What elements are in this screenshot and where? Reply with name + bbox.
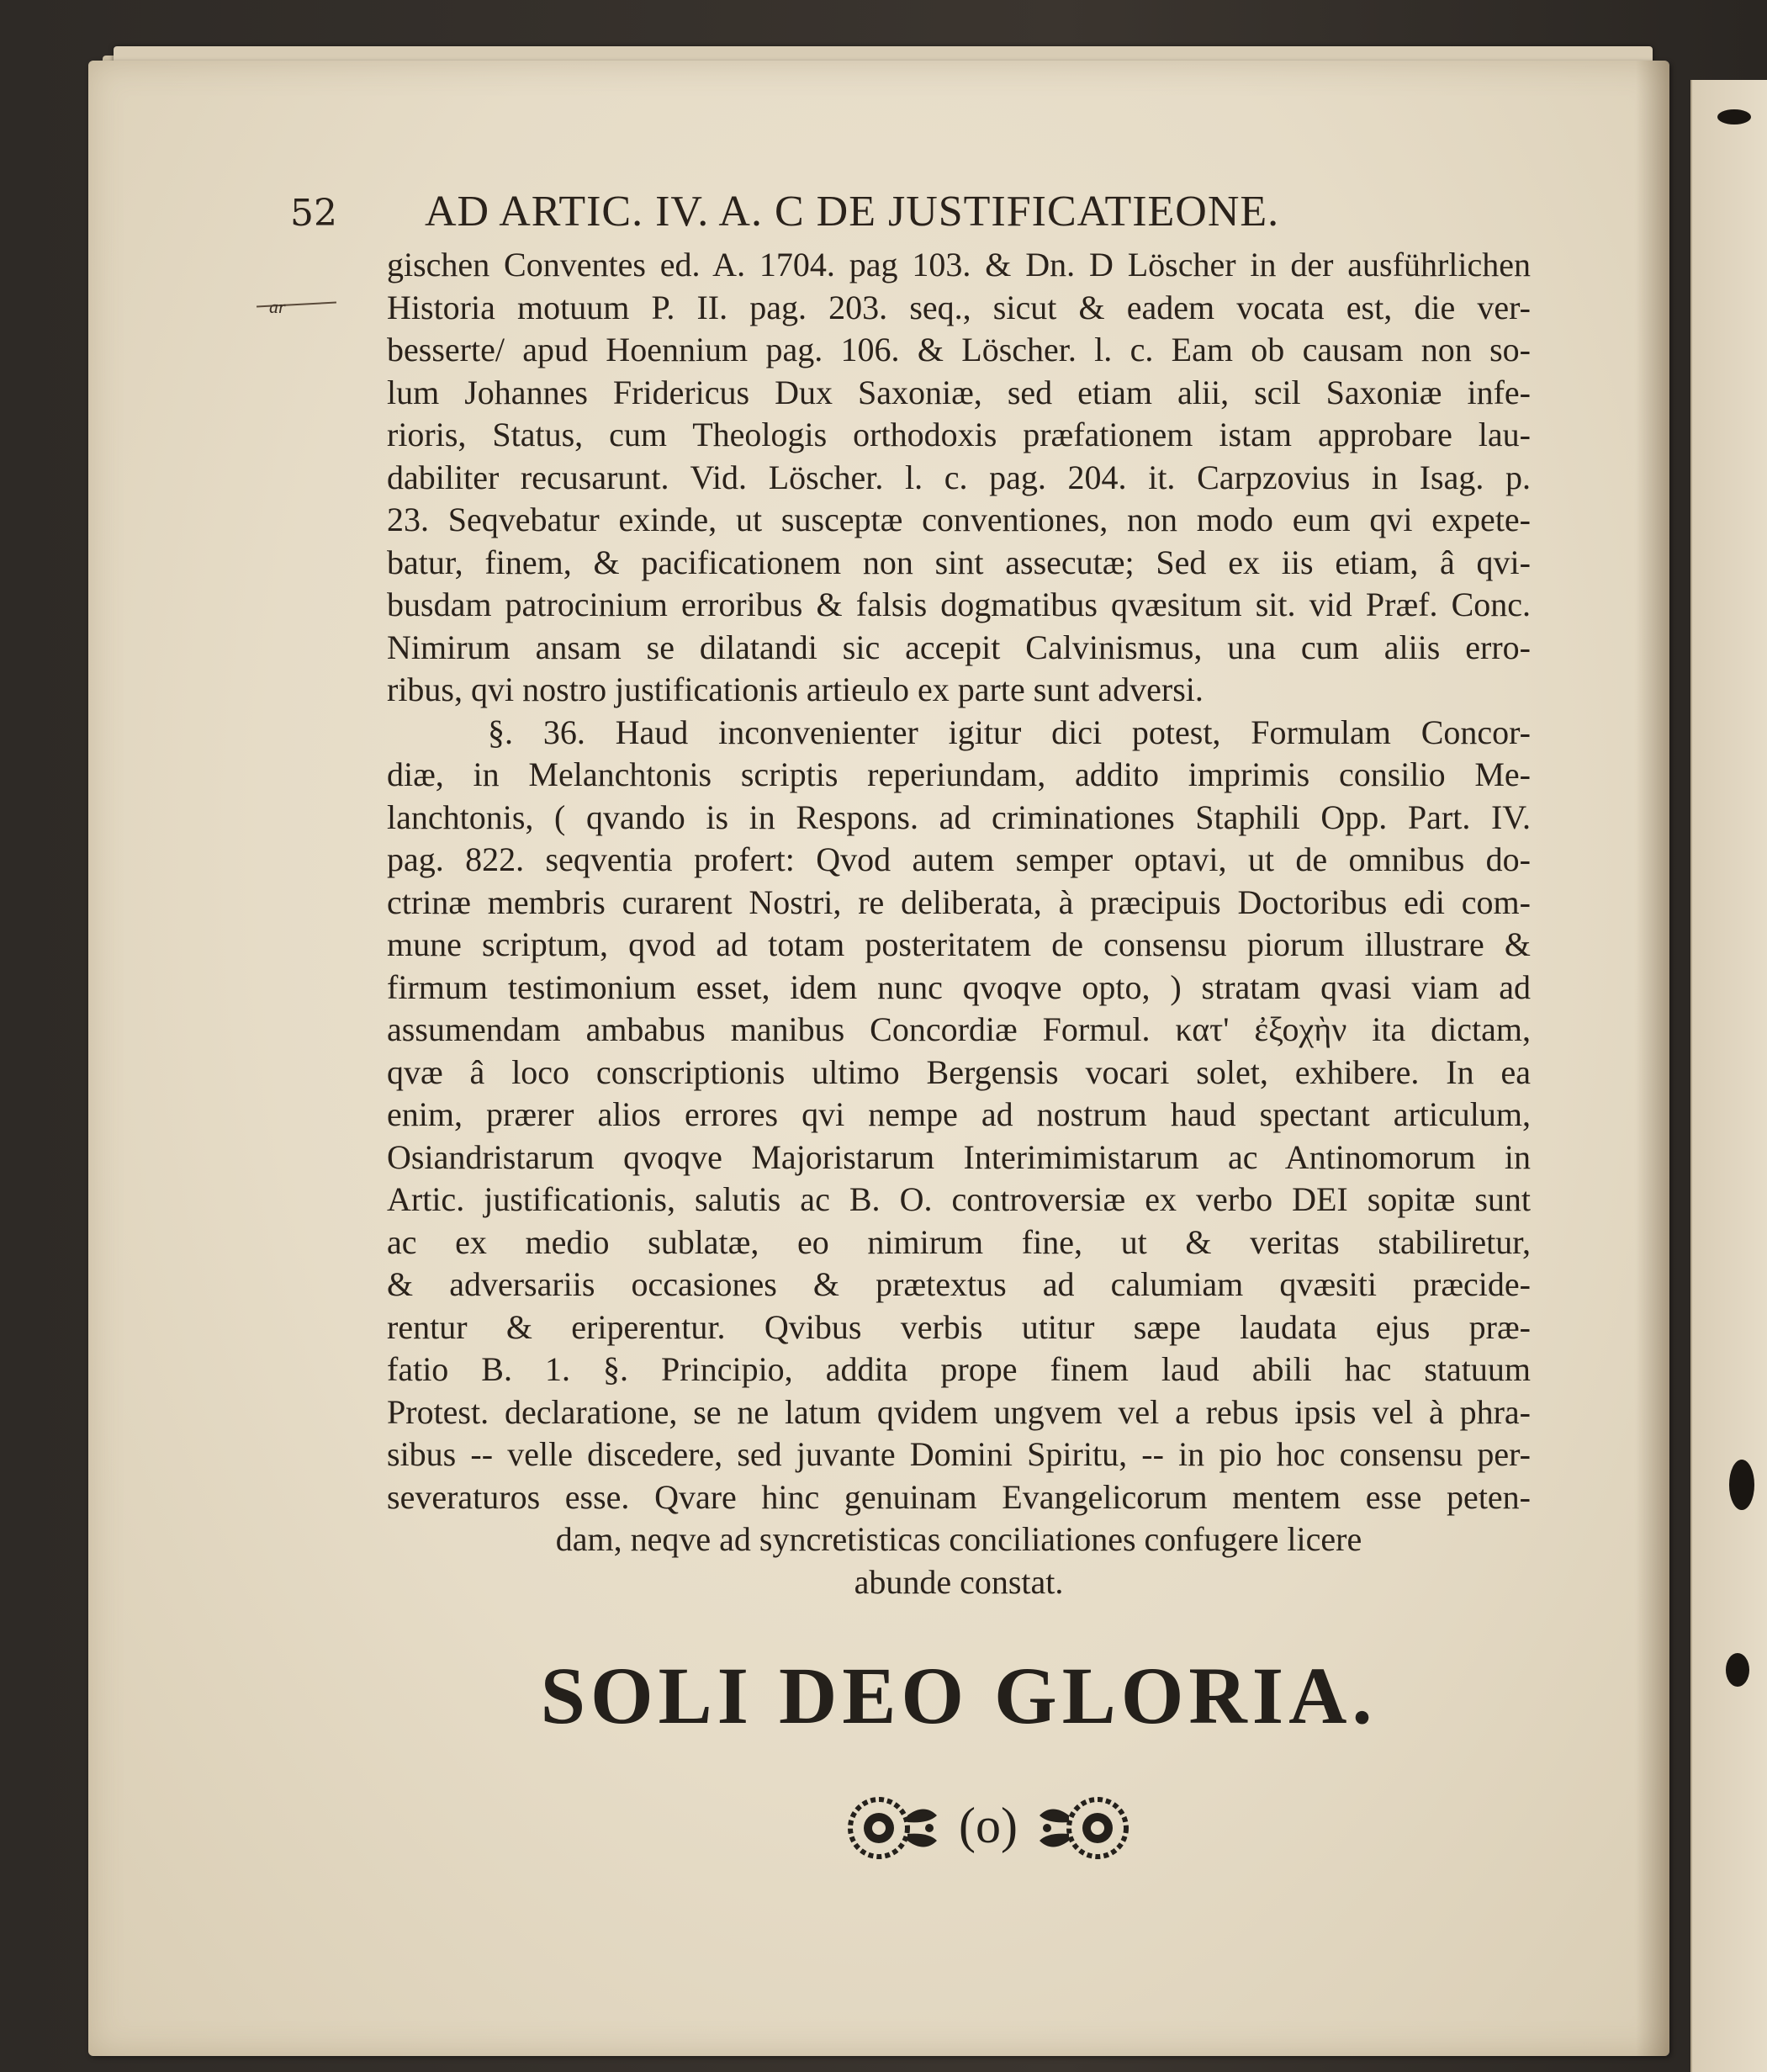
text-line: ctrinæ membris curarent Nostri, re deliberata, à præcipuis Doctoribus edi com- [387,882,1531,921]
text-line: assumendam ambabus manibus Concordiæ Formul. κατ' ἐξοχὴν ita dictam, [387,1010,1531,1048]
closing-doxology: SOLI DEO GLORIA. [540,1651,1378,1741]
text-line: Osiandristarum qvoqve Majoristarum Interimimistarum ac Antinomorum in [387,1137,1531,1176]
text-line: Protest. declaratione, se ne latum qvidem ungvem vel a rebus ipsis vel à phra- [387,1392,1531,1431]
text-line: lanchtonis, ( qvando is in Respons. ad criminationes Staphili Opp. Part. IV. [387,798,1531,836]
text-line: dabiliter recusarunt. Vid. Löscher. l. c. pag. 204. it. Carpzovius in Isag. p. [387,458,1531,496]
text-line: sibus -- velle discedere, sed juvante Domini Spiritu, -- in pio hoc consensu per- [387,1435,1531,1473]
page-number: 52 [290,192,337,235]
gutter-shadow [1636,61,1669,2056]
text-line: firmum testimonium esset, idem nunc qvoqve opto, ) stratam qvasi viam ad [387,967,1531,1006]
text-line: gischen Conventes ed. A. 1704. pag 103. & Dn. D Löscher in der ausführlichen [387,246,1531,284]
margin-note: ar [269,296,286,317]
text-line: batur, finem, & pacificationem non sint assecutæ; Sed ex iis etiam, â qvi- [387,543,1531,581]
text-line: ribus, qvi nostro justificationis artieulo ex parte sunt adversi. [387,670,1204,708]
text-line: busdam patrocinium erroribus & falsis dogmatibus qvæsitum sit. vid Præf. Conc. [387,586,1531,623]
text-line: severaturos esse. Qvare hinc genuinam Evangelicorum mentem esse peten- [387,1477,1531,1516]
text-line: fatio B. 1. §. Principio, addita prope finem laud abili hac statuum [387,1350,1531,1388]
text-line: lum Johannes Fridericus Dux Saxoniæ, sed etiam alii, scil Saxoniæ infe- [387,373,1531,411]
page-header [290,187,1535,246]
text-line: Historia motuum P. II. pag. 203. seq., sicut & eadem vocata est, die ver- [387,288,1531,326]
text-line: enim, prærer alios errores qvi nempe ad nostrum haud spectant articulum, [387,1095,1531,1133]
section-heading-line: §. 36. Haud inconvenienter igitur dici potest, Formulam Concor- [488,713,1531,751]
text-line: rioris, Status, cum Theologis orthodoxis præfationem istam approbare lau- [387,416,1531,453]
text-line: abunde constat. [854,1562,1064,1601]
running-head: AD ARTIC. IV. A. C DE JUSTIFICATIEONE. [425,188,1280,236]
text-line: qvæ â loco conscriptionis ultimo Bergensis vocari solet, exhibere. In ea [387,1052,1531,1091]
text-line: Nimirum ansam se dilatandi sic accepit Calvinismus, una cum aliis erro- [387,628,1531,666]
text-line: rentur & eriperentur. Qvibus verbis utitur sæpe laudata ejus præ- [387,1307,1531,1346]
ink-blot [1726,1653,1749,1687]
text-line: ac ex medio sublatæ, eo nimirum fine, ut & veritas stabiliretur, [387,1222,1531,1261]
text-line: pag. 822. seqventia profert: Qvod autem semper optavi, ut de omnibus do- [387,840,1531,878]
adjacent-page-edge [1690,80,1767,2072]
text-line: & adversariis occasiones & prætextus ad calumiam qvæsiti præcide- [387,1265,1531,1303]
text-line: dam, neqve ad syncretisticas conciliationes confugere licere [555,1520,1362,1558]
ink-blot [1717,109,1751,125]
printers-ornament [837,1782,1140,1874]
ornament-center-mark: (o) [959,1798,1018,1853]
text-line: 23. Seqvebatur exinde, ut susceptæ conventiones, non modo eum qvi expete- [387,501,1531,538]
text-line: diæ, in Melanchtonis scriptis reperiundam, addito imprimis consilio Me- [387,755,1531,793]
text-line: mune scriptum, qvod ad totam posteritatem de consensu piorum illustrare & [387,925,1531,963]
text-line: besserte/ apud Hoennium pag. 106. & Löscher. l. c. Eam ob causam non so- [387,331,1531,368]
ink-blot [1729,1460,1754,1510]
text-line: Artic. justificationis, salutis ac B. O. controversiæ ex verbo DEI sopitæ sunt [387,1180,1531,1218]
body-text [387,244,1531,1603]
